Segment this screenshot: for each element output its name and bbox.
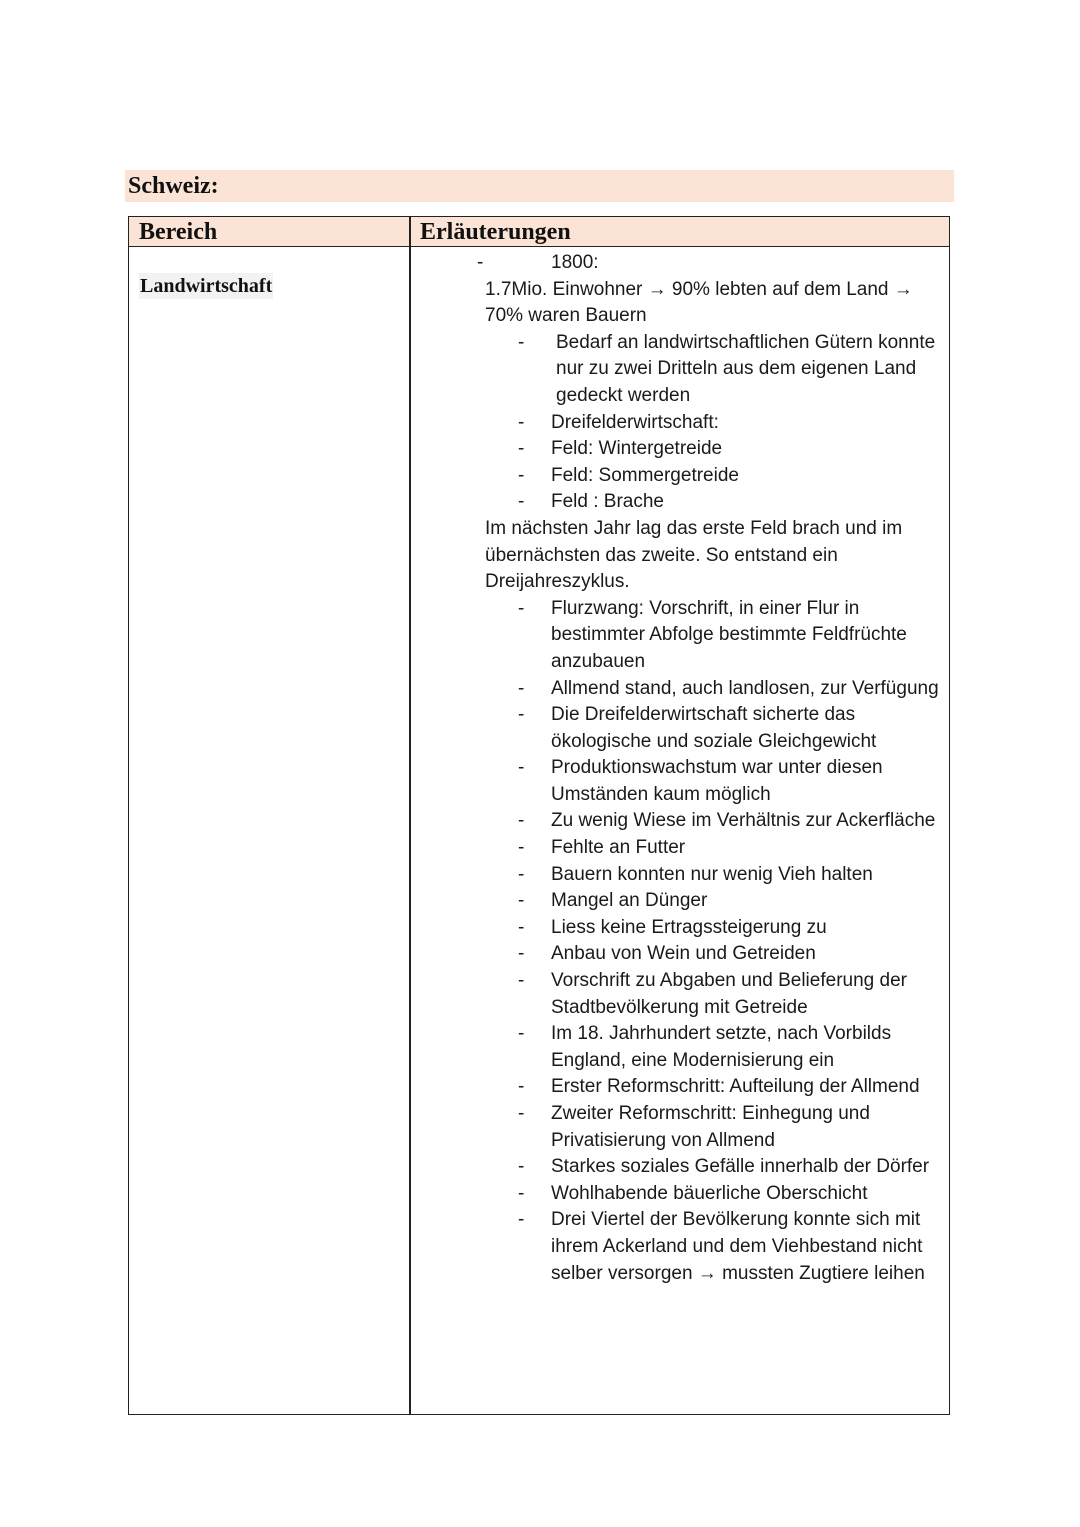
list-item: - Feld : Brache <box>485 489 945 516</box>
list-item: - Zweiter Reformschritt: Einhegung und Privatisierung von Allmend <box>485 1101 945 1154</box>
intro-line-1: 1.7Mio. Einwohner → 90% lebten auf dem Land → <box>485 278 913 300</box>
bullet-text: Allmend stand, auch landlosen, zur Verfügung <box>551 677 939 699</box>
list-item: - Anbau von Wein und Getreiden <box>485 941 945 968</box>
list-item: - Wohlhabende bäuerliche Oberschicht <box>485 1181 945 1208</box>
list-item: - Erster Reformschritt: Aufteilung der Allmend <box>485 1074 945 1101</box>
bullet-text: Fehlte an Futter <box>551 837 686 859</box>
list-item: - Vorschrift zu Abgaben und Belieferung der Stadtbevölkerung mit Getreide <box>485 968 945 1021</box>
bullet-text: Erster Reformschritt: Aufteilung der Allmend <box>551 1076 920 1098</box>
bullet-text: Bauern konnten nur wenig Vieh halten <box>551 863 873 885</box>
bullet-text: Feld : Brache <box>551 491 664 513</box>
column-divider <box>409 217 411 1414</box>
list-item: - Feld: Wintergetreide <box>485 436 945 463</box>
header-bereich: Bereich <box>139 219 218 245</box>
list-item: - Allmend stand, auch landlosen, zur Verfügung <box>485 676 945 703</box>
bullet-list <box>485 596 945 1287</box>
bullet-text: Anbau von Wein und Getreiden <box>551 943 816 965</box>
bullet-text: Starkes soziales Gefälle innerhalb der Dörfer <box>551 1156 930 1178</box>
list-item: - Feld: Sommergetreide <box>485 463 945 490</box>
list-item: - Dreifelderwirtschaft: <box>485 410 945 437</box>
list-item: - Die Dreifelderwirtschaft sicherte das ökologische und soziale Gleichgewicht <box>485 702 945 755</box>
list-item: - Mangel an Dünger <box>485 888 945 915</box>
bullet-text: Bedarf an landwirtschaftlichen Gütern konnte nur zu zwei Dritteln aus dem eigenen Land gedeckt werden <box>556 331 936 406</box>
bullet-text: Zweiter Reformschritt: Einhegung und Privatisierung von Allmend <box>551 1103 870 1151</box>
list-item: - Produktionswachstum war unter diesen Umständen kaum möglich <box>485 755 945 808</box>
explanation-cell <box>477 250 945 1287</box>
list-item: - Liess keine Ertragssteigerung zu <box>485 915 945 942</box>
list-item: - Bedarf an landwirtschaftlichen Gütern konnte nur zu zwei Dritteln aus dem eigenen Land gedeckt werden <box>485 330 945 410</box>
section-heading-bar <box>125 170 954 202</box>
bullet-text: Mangel an Dünger <box>551 890 708 912</box>
bullet-text: Wohlhabende bäuerliche Oberschicht <box>551 1182 868 1204</box>
list-item: - 1800: <box>477 252 599 273</box>
bullet-text: Feld: Sommergetreide <box>551 464 739 486</box>
bullet-text: Die Dreifelderwirtschaft sicherte das ökologische und soziale Gleichgewicht <box>551 704 877 752</box>
bullet-text: Produktionswachstum war unter diesen Umständen kaum möglich <box>551 757 883 805</box>
bullet-text: Zu wenig Wiese im Verhältnis zur Ackerfläche <box>551 810 936 832</box>
intro-line-2: 70% waren Bauern <box>485 305 647 327</box>
bullet-text: Liess keine Ertragssteigerung zu <box>551 916 827 938</box>
header-erlaeuterungen: Erläuterungen <box>420 219 571 245</box>
section-title: Schweiz: <box>128 173 219 199</box>
list-item: - Fehlte an Futter <box>485 835 945 862</box>
info-table <box>128 216 950 1415</box>
list-item: - Starkes soziales Gefälle innerhalb der Dörfer <box>485 1154 945 1181</box>
list-item: - Drei Viertel der Bevölkerung konnte sich mit ihrem Ackerland und dem Viehbestand nicht selber versorgen → mussten Zugtiere leihen <box>485 1207 945 1287</box>
cycle-paragraph: Im nächsten Jahr lag das erste Feld brach und im übernächsten das zweite. So entstand ein Dreijahreszyklus. <box>485 517 903 593</box>
bullet-text: Feld: Wintergetreide <box>551 438 723 460</box>
list-item: - Flurzwang: Vorschrift, in einer Flur in bestimmter Abfolge bestimmte Feldfrüchte anzubauen <box>485 596 945 676</box>
bullet-text: Drei Viertel der Bevölkerung konnte sich mit ihrem Ackerland und dem Viehbestand nicht selber versorgen → mussten Zugtiere leihen <box>551 1209 925 1284</box>
list-item: - Bauern konnten nur wenig Vieh halten <box>485 862 945 889</box>
list-item: - Im 18. Jahrhundert setzte, nach Vorbilds England, eine Modernisierung ein <box>485 1021 945 1074</box>
list-item: - Zu wenig Wiese im Verhältnis zur Ackerfläche <box>485 808 945 835</box>
bullet-text: Im 18. Jahrhundert setzte, nach Vorbilds England, eine Modernisierung ein <box>551 1023 892 1071</box>
bullet-text: Flurzwang: Vorschrift, in einer Flur in bestimmter Abfolge bestimmte Feldfrüchte anzubauen <box>551 597 907 672</box>
year-bullet: 1800: <box>551 252 599 273</box>
bullet-text: Dreifelderwirtschaft: <box>551 411 719 433</box>
row-label-landwirtschaft: Landwirtschaft <box>140 275 273 297</box>
table-header-row <box>129 217 949 247</box>
bullet-text: Vorschrift zu Abgaben und Belieferung der Stadtbevölkerung mit Getreide <box>551 970 907 1018</box>
